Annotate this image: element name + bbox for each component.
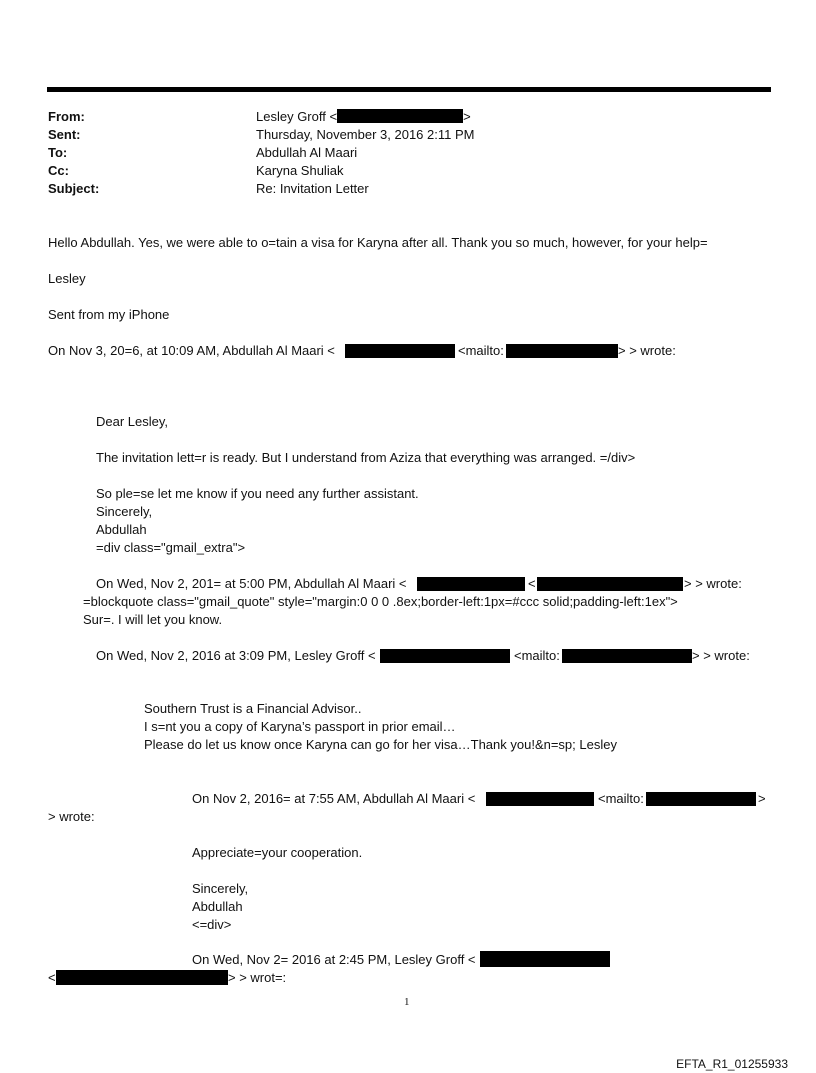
quote-line: I s=nt you a copy of Karyna’s passport in prior email… [144, 719, 456, 734]
redaction-box [380, 649, 510, 663]
redaction-box [562, 649, 692, 663]
quote-line: =blockquote class="gmail_quote" style="margin:0 0 0 .8ex;border-left:1px=#ccc solid;padding-left:1ex"> [83, 594, 678, 609]
redaction-box [646, 792, 756, 806]
bracket-text: < [528, 576, 536, 591]
redaction-box [506, 344, 618, 358]
quote-line: Appreciate=your cooperation. [192, 845, 363, 860]
redaction-box [480, 951, 610, 967]
quote-line: Sur=. I will let you know. [83, 612, 223, 627]
redaction-box [56, 970, 228, 985]
bates-number: EFTA_R1_01255933 [676, 1057, 788, 1071]
quote-line: Sincerely, [96, 504, 153, 519]
wrote-text: > > wrote: [618, 343, 676, 358]
quote-line: Please do let us know once Karyna can go for her visa…Thank you!&n=sp; Lesley [144, 737, 617, 752]
to-value: Abdullah Al Maari [256, 145, 358, 160]
sent-value: Thursday, November 3, 2016 2:11 PM [256, 127, 475, 142]
quote-line: Sincerely, [192, 881, 249, 896]
quote-header: On Wed, Nov 2, 2016 at 3:09 PM, Lesley Groff < [96, 648, 376, 663]
quote-line: <=div> [192, 917, 232, 932]
from-name: Lesley Groff < [256, 109, 338, 124]
redaction-box [537, 577, 683, 591]
quote-line: The invitation lett=r is ready. But I understand from Aziza that everything was arranged. =/div> [96, 450, 636, 465]
mailto-text: <mailto: [514, 648, 560, 663]
sent-from-line: Sent from my iPhone [48, 307, 170, 322]
subject-label: Subject: [48, 181, 100, 196]
mailto-text: <mailto: [458, 343, 504, 358]
signature-name: Lesley [48, 271, 86, 286]
body-line: Hello Abdullah. Yes, we were able to o=tain a visa for Karyna after all. Thank you so much, however, for your help= [48, 235, 708, 250]
quote-line: So ple=se let me know if you need any further assistant. [96, 486, 419, 501]
quote-line: Southern Trust is a Financial Advisor.. [144, 701, 362, 716]
subject-value: Re: Invitation Letter [256, 181, 369, 196]
wrote-text: > wrote: [48, 809, 95, 824]
to-label: To: [48, 145, 68, 160]
quote-line: Abdullah [192, 899, 243, 914]
mailto-text: <mailto: [598, 791, 644, 806]
bracket-text: > [758, 791, 766, 806]
redaction-box [486, 792, 594, 806]
wrote-text: > > wrote: [692, 648, 750, 663]
quote-header: On Wed, Nov 2= 2016 at 2:45 PM, Lesley Groff < [192, 952, 476, 967]
wrote-text: > > wrot=: [228, 970, 287, 985]
quote-line: Dear Lesley, [96, 414, 169, 429]
from-label: From: [48, 109, 85, 124]
quote-line: Abdullah [96, 522, 147, 537]
header-rule [47, 87, 771, 92]
quote-header: On Wed, Nov 2, 201= at 5:00 PM, Abdullah Al Maari < [96, 576, 407, 591]
redaction-box [337, 109, 463, 123]
from-end: > [463, 109, 471, 124]
sent-label: Sent: [48, 127, 81, 142]
quote-line: =div class="gmail_extra"> [96, 540, 246, 555]
quote-header: On Nov 3, 20=6, at 10:09 AM, Abdullah Al Maari < [48, 343, 335, 358]
cc-value: Karyna Shuliak [256, 163, 344, 178]
from-value [256, 109, 471, 124]
bracket-text: < [48, 970, 56, 985]
cc-label: Cc: [48, 163, 69, 178]
quote-header: On Nov 2, 2016= at 7:55 AM, Abdullah Al Maari < [192, 791, 476, 806]
redaction-box [417, 577, 525, 591]
wrote-text: > > wrote: [684, 576, 742, 591]
page-number: 1 [404, 996, 410, 1008]
redaction-box [345, 344, 455, 358]
